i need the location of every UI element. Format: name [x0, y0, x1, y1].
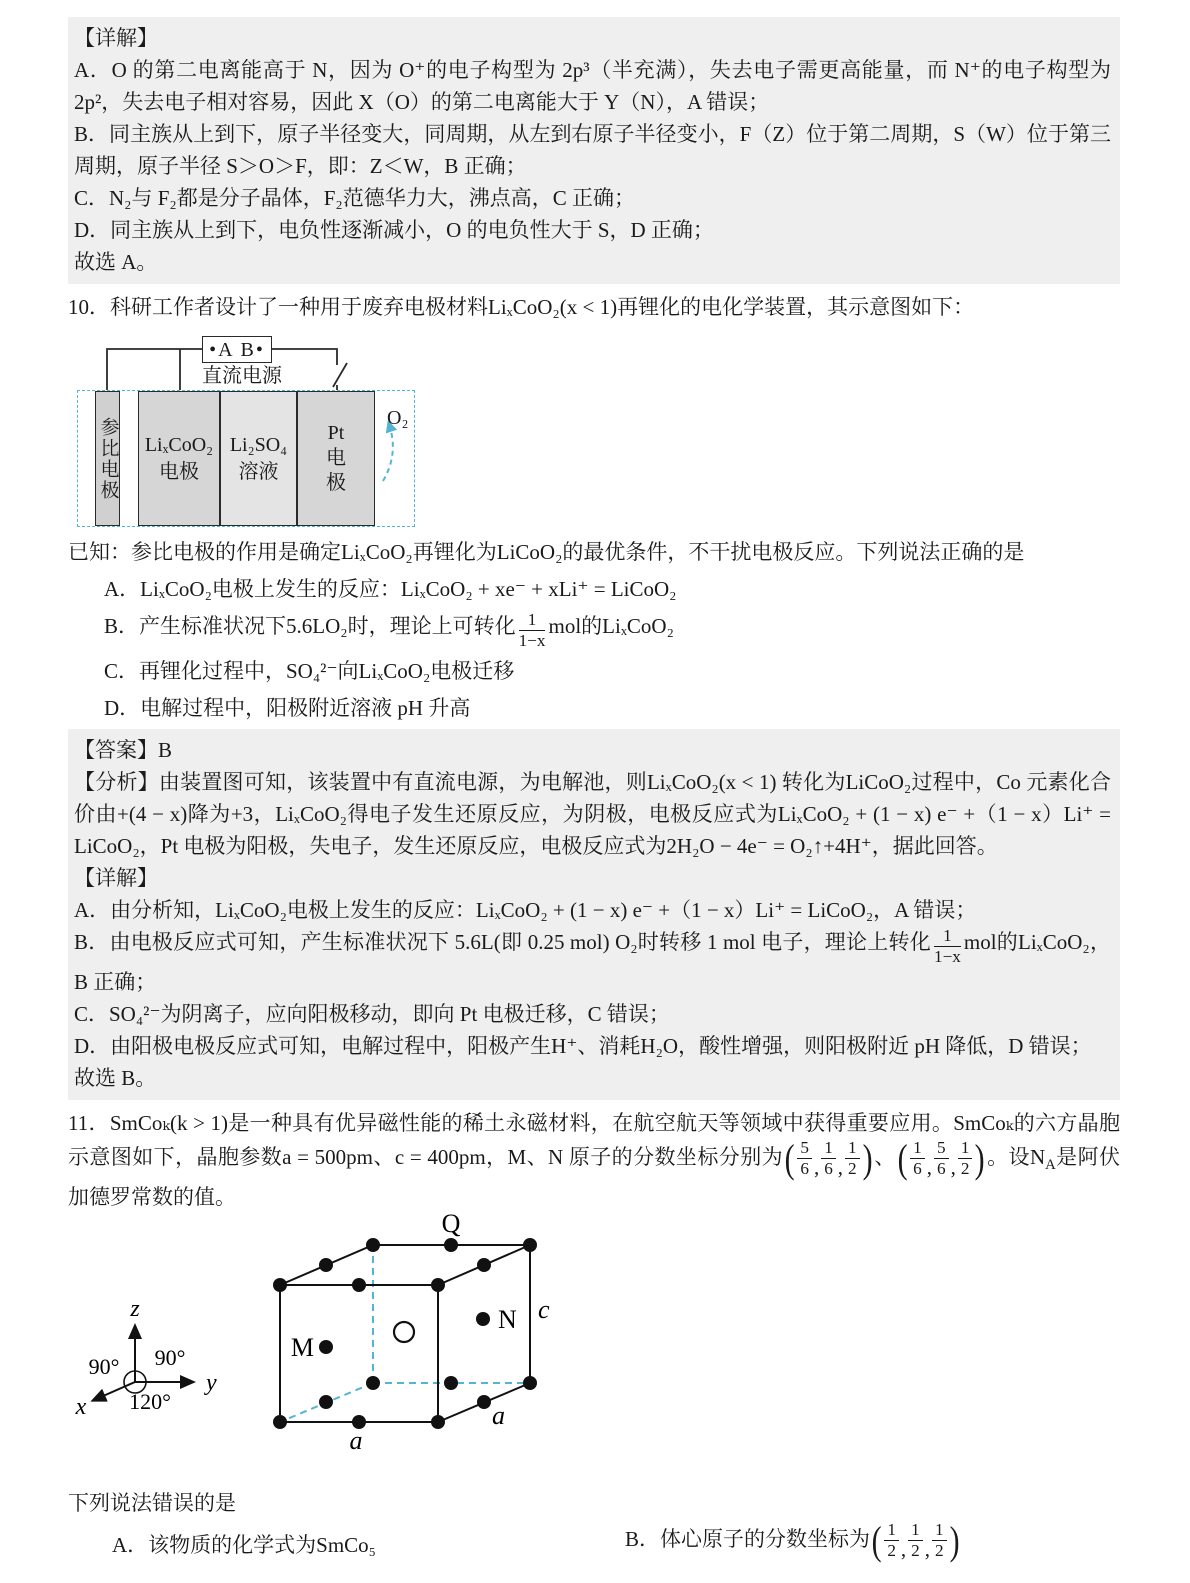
- detail-line-c: C．N₂与 F₂都是分子晶体，F₂范德华力大，沸点高，C 正确；: [74, 186, 635, 210]
- atom: [431, 1415, 445, 1429]
- atom: [477, 1258, 491, 1272]
- fraction: [821, 1139, 836, 1178]
- fraction-numerator: 1: [908, 1521, 923, 1541]
- explanation-block-prev: [68, 17, 1120, 284]
- analysis-paragraph: 【分析】由装置图可知，该装置中有直流电源，为电解池，则LiₓCoO₂(x < 1) 转化为LiCoO₂过程中，Co 元素化合价由+(4 − x)降为+3，LiₓCoO₂得电子发生还原反应，为阴极，电极反应式为LiₓCoO₂ + (1 − x) e⁻ +（1 − x）Li⁺ = LiCoO₂，Pt 电极为阳极，失电子，发生还原反应，电极反应式为2H₂O − 4e⁻ = O₂↑+4H⁺，据此回答。: [74, 769, 1111, 858]
- fraction-denominator: 6: [913, 1159, 922, 1179]
- detail-b-pre: B．由电极反应式可知，产生标准状况下 5.6L(即 0.25 mol) O₂时转移 1 mol 电子，理论上转化: [74, 929, 931, 954]
- q11-option-b-pre: B．体心原子的分数坐标为: [625, 1526, 871, 1551]
- comma: ,: [813, 1154, 820, 1179]
- detail-header: 【详解】: [74, 865, 158, 890]
- q10-option-b: [104, 610, 1120, 650]
- atom: [523, 1238, 537, 1252]
- detail-conclusion: 故选 A。: [74, 250, 158, 274]
- fraction: [910, 1139, 925, 1178]
- x-axis-label: x: [75, 1393, 87, 1420]
- q11-stem-post: 是阿伏加德罗常数的值。: [68, 1144, 1121, 1209]
- comma: ,: [924, 1536, 931, 1561]
- label-q: Q: [441, 1208, 461, 1238]
- fraction-numerator: 5: [797, 1139, 812, 1159]
- atom: [477, 1395, 491, 1409]
- detail-line-b: [74, 926, 1111, 998]
- fraction: [934, 1139, 949, 1178]
- angle-90-left: 90°: [88, 1353, 120, 1379]
- atom: [319, 1395, 333, 1409]
- unit-cell-group: [273, 1209, 550, 1455]
- fraction-denominator: 2: [935, 1541, 944, 1561]
- comma: ,: [950, 1154, 956, 1179]
- fraction-denominator: 1−x: [933, 946, 961, 966]
- fraction-numerator: 5: [934, 1139, 949, 1159]
- atom-q: [444, 1238, 458, 1252]
- dc-power-label: 直流电源: [202, 365, 282, 387]
- right-paren: ): [975, 1135, 986, 1181]
- atom: [273, 1415, 287, 1429]
- fraction-denominator: 2: [960, 1159, 970, 1179]
- detail-line-c: C．SO₄²⁻为阴离子，应向阳极移动，即向 Pt 电极迁移，C 错误；: [74, 1001, 670, 1026]
- q11-question: 下列说法错误的是: [68, 1490, 236, 1515]
- q10-option-b-pre: B．产生标准状况下5.6LO₂时，理论上可转化: [104, 614, 516, 638]
- label-n: N: [498, 1304, 517, 1334]
- left-paren: (: [897, 1135, 908, 1181]
- wire-left: [107, 349, 202, 390]
- fraction-denominator: 6: [824, 1159, 833, 1179]
- fraction-numerator: 1: [519, 611, 546, 631]
- coord-tuple-m: [783, 1135, 874, 1181]
- fraction-numerator: 1: [884, 1521, 899, 1541]
- q11-stem-mid: 。设N: [986, 1144, 1046, 1169]
- q10-option-d: D．电解过程中，阳极附近溶液 pH 升高: [104, 695, 471, 720]
- pt-electrode: Pt 电 极: [297, 391, 375, 526]
- fraction: [884, 1521, 899, 1560]
- comma: ,: [900, 1536, 907, 1561]
- crystal-svg: [68, 1208, 628, 1475]
- detail-conclusion: 故选 B。: [74, 1065, 157, 1090]
- atom: [444, 1376, 458, 1390]
- atom: [523, 1376, 537, 1390]
- atom: [319, 1258, 333, 1272]
- fraction-denominator: 2: [911, 1541, 920, 1561]
- left-paren: (: [784, 1135, 795, 1181]
- fraction: [519, 611, 546, 650]
- fraction: [934, 927, 961, 966]
- atom-body-center: [394, 1322, 414, 1342]
- detail-line-d: D．由阳极电极反应式可知，电解过程中，阳极产生H⁺、消耗H₂O，酸性增强，则阳极附近 pH 降低，D 错误；: [74, 1033, 1092, 1058]
- answer-line: 【答案】B: [74, 737, 173, 762]
- axes-group: [75, 1296, 217, 1420]
- detail-b-post: mol的LiₓCoO₂，B 正确；: [74, 929, 1111, 994]
- left-paren: (: [871, 1517, 882, 1563]
- label-a-right: a: [492, 1400, 505, 1430]
- q11-options-row: [68, 1517, 1120, 1583]
- q11-option-a: A．该物质的化学式为SmCo₅: [112, 1532, 377, 1557]
- q10-known: 已知：参比电极的作用是确定LiₓCoO₂再锂化为LiCoO₂的最优条件，不干扰电极反应。下列说法正确的是: [68, 540, 1025, 564]
- q10-stem: 10．科研工作者设计了一种用于废弃电极材料LiₓCoO₂(x < 1)再锂化的电化学装置，其示意图如下：: [68, 295, 975, 319]
- fraction-denominator: 2: [848, 1159, 857, 1179]
- label-c: c: [538, 1294, 550, 1324]
- right-paren: ): [949, 1517, 960, 1563]
- q10-option-a: A．LiₓCoO₂电极上发生的反应：LiₓCoO₂ + xe⁻ + xLi⁺ = LiCoO₂: [104, 577, 677, 601]
- detail-line-b: B．同主族从上到下，原子半径变大，同周期，从左到右原子半径变小，F（Z）位于第二周期，S（W）位于第三周期，原子半径 S＞O＞F，即：Z＜W，B 正确；: [74, 122, 1111, 178]
- right-paren: ): [862, 1135, 873, 1181]
- tuple-separator: 、: [873, 1144, 896, 1169]
- coord-tuple-body-center: [870, 1517, 961, 1563]
- atom: [273, 1278, 287, 1292]
- angle-120: 120°: [129, 1388, 171, 1414]
- fraction-denominator: 1−x: [518, 630, 546, 650]
- fraction-numerator: 1: [932, 1521, 947, 1541]
- detail-line-a: A．由分析知，LiₓCoO₂电极上发生的反应：LiₓCoO₂ + (1 − x) e⁻ +（1 − x）Li⁺ = LiCoO₂，A 错误；: [74, 897, 977, 922]
- fraction-denominator: 2: [887, 1541, 896, 1561]
- fraction: [908, 1521, 923, 1560]
- fraction-numerator: 1: [910, 1139, 925, 1159]
- comma: ,: [926, 1154, 932, 1179]
- q11-stem: [68, 1107, 1120, 1213]
- detail-line-a: A．O 的第二电离能高于 N，因为 O⁺的电子构型为 2p³（半充满），失去电子需更高能量，而 N⁺的电子构型为 2p²，失去电子相对容易，因此 X（O）的第二电离能大于 Y（N），A 错误；: [74, 58, 1111, 114]
- device-figure: [75, 329, 505, 529]
- coord-tuple-n: [896, 1135, 987, 1181]
- q10-option-b-post: mol的LiₓCoO₂: [548, 614, 674, 638]
- oxygen-label: O₂: [387, 407, 409, 429]
- fraction: [845, 1139, 860, 1178]
- z-axis-label: z: [130, 1295, 140, 1322]
- lixcoo2-electrode: LiₓCoO₂ 电极: [138, 391, 220, 526]
- fraction: [932, 1521, 947, 1560]
- fraction-numerator: 1: [934, 927, 961, 947]
- q10-option-c: C．再锂化过程中，SO₄²⁻向LiₓCoO₂电极迁移: [104, 658, 515, 683]
- crystal-figure: [68, 1208, 628, 1475]
- atom: [366, 1376, 380, 1390]
- fraction-denominator: 6: [936, 1159, 946, 1179]
- q11-stem-pre: 11．SmCoₖ(k > 1)是一种具有优异磁性能的稀土永磁材料，在航空航天等领域中获得重要应用。SmCoₖ的六方晶胞示意图如下，晶胞参数a = 500pm、c = 400pm，M、N 原子的分数坐标分别为: [68, 1110, 1120, 1169]
- atom-m: [319, 1340, 333, 1354]
- fraction: [958, 1139, 973, 1178]
- document-content: [68, 17, 1120, 1583]
- fraction-numerator: 1: [845, 1139, 860, 1159]
- fraction-numerator: 1: [821, 1139, 836, 1159]
- atom: [431, 1278, 445, 1292]
- fraction: [797, 1139, 812, 1178]
- detail-line-d: D．同主族从上到下，电负性逐渐减小，O 的电负性大于 S，D 正确；: [74, 218, 714, 242]
- switch-blade: [333, 363, 347, 387]
- label-a-front: a: [349, 1425, 363, 1455]
- angle-90-right: 90°: [154, 1344, 186, 1370]
- wire-right: [272, 349, 337, 365]
- reference-electrode: 参比电极: [95, 391, 120, 526]
- dc-meter-box: •A B•: [202, 336, 272, 363]
- label-m: M: [290, 1332, 314, 1362]
- document-page: [0, 17, 1190, 1563]
- comma: ,: [837, 1154, 844, 1179]
- q11-option-b: [625, 1517, 961, 1563]
- avogadro-subscript: A: [1045, 1156, 1056, 1173]
- atom: [366, 1238, 380, 1252]
- detail-header: 【详解】: [74, 26, 158, 50]
- fraction-denominator: 6: [800, 1159, 809, 1179]
- atom: [352, 1278, 366, 1292]
- fraction-numerator: 1: [958, 1139, 973, 1159]
- y-axis-label: y: [206, 1369, 217, 1396]
- explanation-block-q10: [68, 729, 1120, 1100]
- atom-n: [476, 1312, 490, 1326]
- electrolyte-solution: Li₂SO₄ 溶液: [220, 391, 297, 526]
